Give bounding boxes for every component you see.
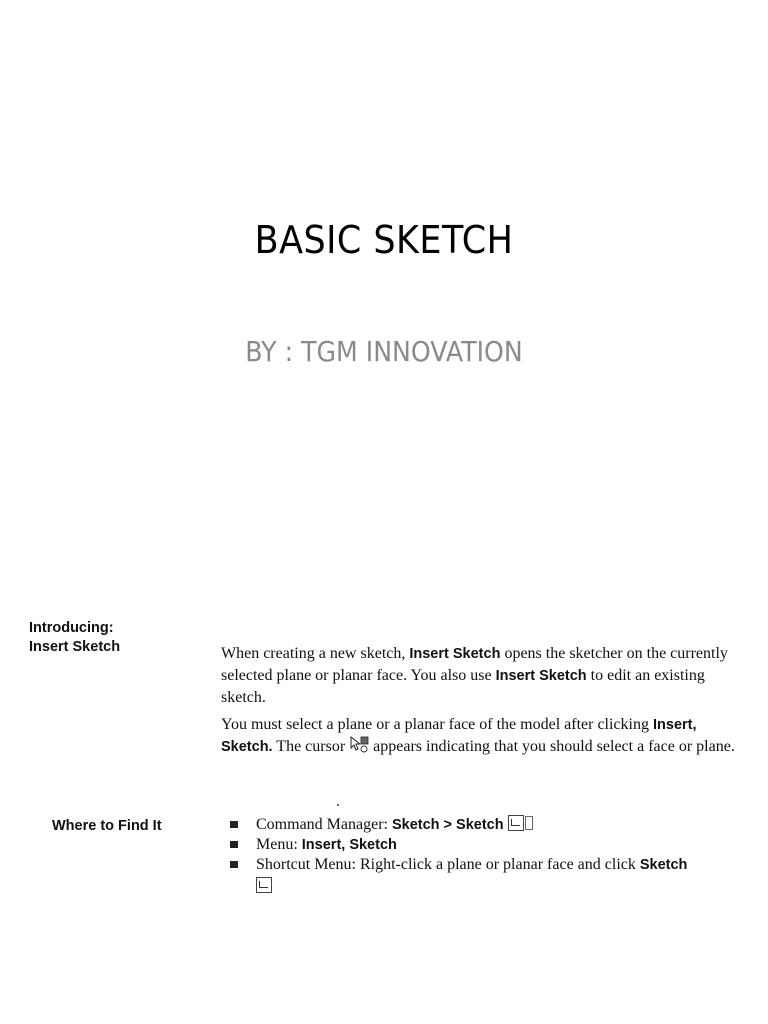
intro-paragraph-1 — [221, 643, 741, 708]
p1-text-1: When creating a new sketch, — [221, 645, 410, 662]
bullet-1-bold: Sketch > Sketch — [391, 817, 504, 833]
where-to-find-label: Where to Find It — [52, 818, 162, 834]
p1-text-3: to edit an existing sketch. — [221, 667, 705, 706]
scan-speck — [337, 804, 339, 806]
bullet-square-icon — [230, 861, 238, 868]
p2-text-3: appears indicating that you should select a face or plane. — [369, 738, 735, 755]
p1-text-2: opens the sketcher on the currently selected plane or planar face. You also use — [221, 645, 728, 684]
where-to-find-list — [230, 815, 730, 897]
list-item-shortcut-menu — [230, 855, 730, 897]
scanned-manual-excerpt — [0, 610, 768, 910]
slide-subtitle: BY : TGM INNOVATION — [245, 335, 523, 368]
bullet-2-text: Menu: — [256, 836, 302, 853]
sketch-icon — [256, 877, 272, 893]
p1-bold-2: Insert Sketch — [495, 668, 587, 684]
intro-paragraph-2 — [221, 714, 741, 758]
p1-bold-1: Insert Sketch — [409, 646, 501, 662]
bullet-1-text: Command Manager: — [256, 816, 392, 833]
select-cursor-icon — [349, 736, 369, 754]
intro-label-line2: Insert Sketch — [29, 639, 121, 655]
p2-bold-1: Insert, Sketch. — [221, 717, 697, 755]
list-item-command-manager — [230, 815, 730, 835]
intro-label — [29, 619, 120, 657]
slide-title: BASIC SKETCH — [254, 218, 514, 262]
dropdown-arrow-icon — [525, 816, 533, 830]
bullet-square-icon — [230, 821, 238, 828]
p2-text-1: You must select a plane or a planar face of the model after clicking — [221, 716, 653, 733]
intro-label-line1: Introducing: — [29, 620, 114, 636]
p2-text-2: The cursor — [272, 738, 350, 755]
bullet-3-text: Shortcut Menu: Right-click a plane or planar face and click — [256, 856, 640, 873]
bullet-2-bold: Insert, Sketch — [301, 837, 397, 853]
bullet-3-bold: Sketch — [639, 857, 688, 873]
bullet-square-icon — [230, 841, 238, 848]
sketch-icon — [508, 815, 524, 831]
list-item-menu — [230, 835, 730, 855]
